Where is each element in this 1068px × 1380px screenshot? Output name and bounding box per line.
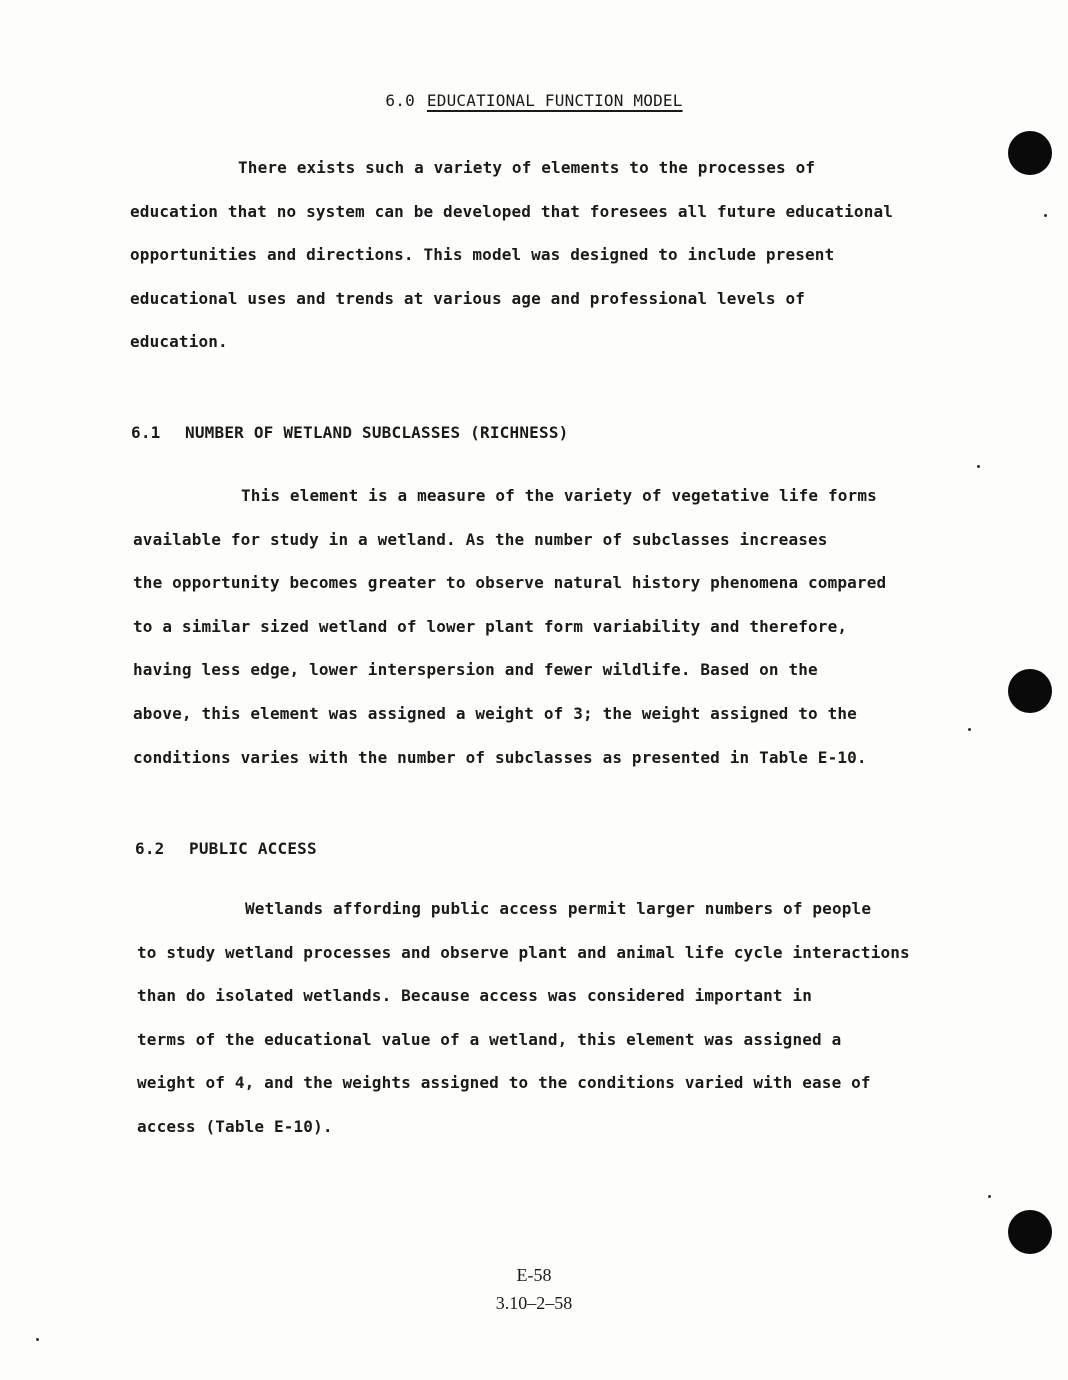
- section-number: 6.2: [135, 839, 165, 858]
- paragraph-line: access (Table E-10).: [137, 1116, 333, 1136]
- punch-hole-middle: [1008, 669, 1052, 713]
- section-title: [0, 91, 1068, 110]
- paragraph-line: Wetlands affording public access permit larger numbers of people: [245, 899, 872, 918]
- punch-hole-top: [1008, 131, 1052, 175]
- paragraph-line: available for study in a wetland. As the number of subclasses increases: [133, 529, 828, 549]
- document-reference: 3.10–2–58: [495, 1293, 573, 1313]
- paragraph-line: to a similar sized wetland of lower plant form variability and therefore,: [133, 616, 848, 636]
- section-number: 6.1: [131, 423, 161, 442]
- paragraph-line: There exists such a variety of elements to the processes of: [238, 158, 816, 177]
- scan-speck: [968, 728, 971, 731]
- scan-speck: [977, 465, 980, 468]
- paragraph-line: to study wetland processes and observe plant and animal life cycle interactions: [137, 942, 910, 962]
- paragraph-line: the opportunity becomes greater to observe natural history phenomena compared: [133, 573, 887, 593]
- paragraph-line: opportunities and directions. This model was designed to include present: [130, 245, 835, 265]
- paragraph-line: terms of the educational value of a wetland, this element was assigned a: [137, 1029, 842, 1049]
- richness-paragraph: [133, 474, 886, 779]
- page-number: E-58: [516, 1265, 552, 1285]
- section-heading-text: PUBLIC ACCESS: [189, 839, 317, 858]
- intro-paragraph: [130, 146, 893, 364]
- scan-speck: [1044, 214, 1047, 217]
- paragraph-line: above, this element was assigned a weight of 3; the weight assigned to the: [133, 703, 857, 723]
- paragraph-line: education that no system can be developed that foresees all future educational: [130, 201, 894, 221]
- section-title-number: 6.0: [385, 91, 415, 110]
- scan-speck: [988, 1195, 991, 1198]
- paragraph-line: weight of 4, and the weights assigned to the conditions varied with ease of: [137, 1073, 871, 1093]
- paragraph-line: having less edge, lower interspersion and fewer wildlife. Based on the: [133, 660, 818, 680]
- section-heading-richness: [131, 423, 568, 442]
- paragraph-line: conditions varies with the number of subclasses as presented in Table E-10.: [133, 747, 867, 767]
- paragraph-line: than do isolated wetlands. Because access was considered important in: [137, 986, 813, 1006]
- paragraph-line: education.: [130, 332, 228, 352]
- punch-hole-bottom: [1008, 1210, 1052, 1254]
- public-access-paragraph: [137, 887, 910, 1149]
- section-heading-public-access: [135, 839, 317, 858]
- paragraph-line: This element is a measure of the variety of vegetative life forms: [241, 486, 877, 505]
- section-heading-text: NUMBER OF WETLAND SUBCLASSES (RICHNESS): [185, 423, 569, 442]
- paragraph-line: educational uses and trends at various age and professional levels of: [130, 288, 806, 308]
- scan-speck: [36, 1338, 39, 1341]
- section-title-text: EDUCATIONAL FUNCTION MODEL: [426, 91, 683, 110]
